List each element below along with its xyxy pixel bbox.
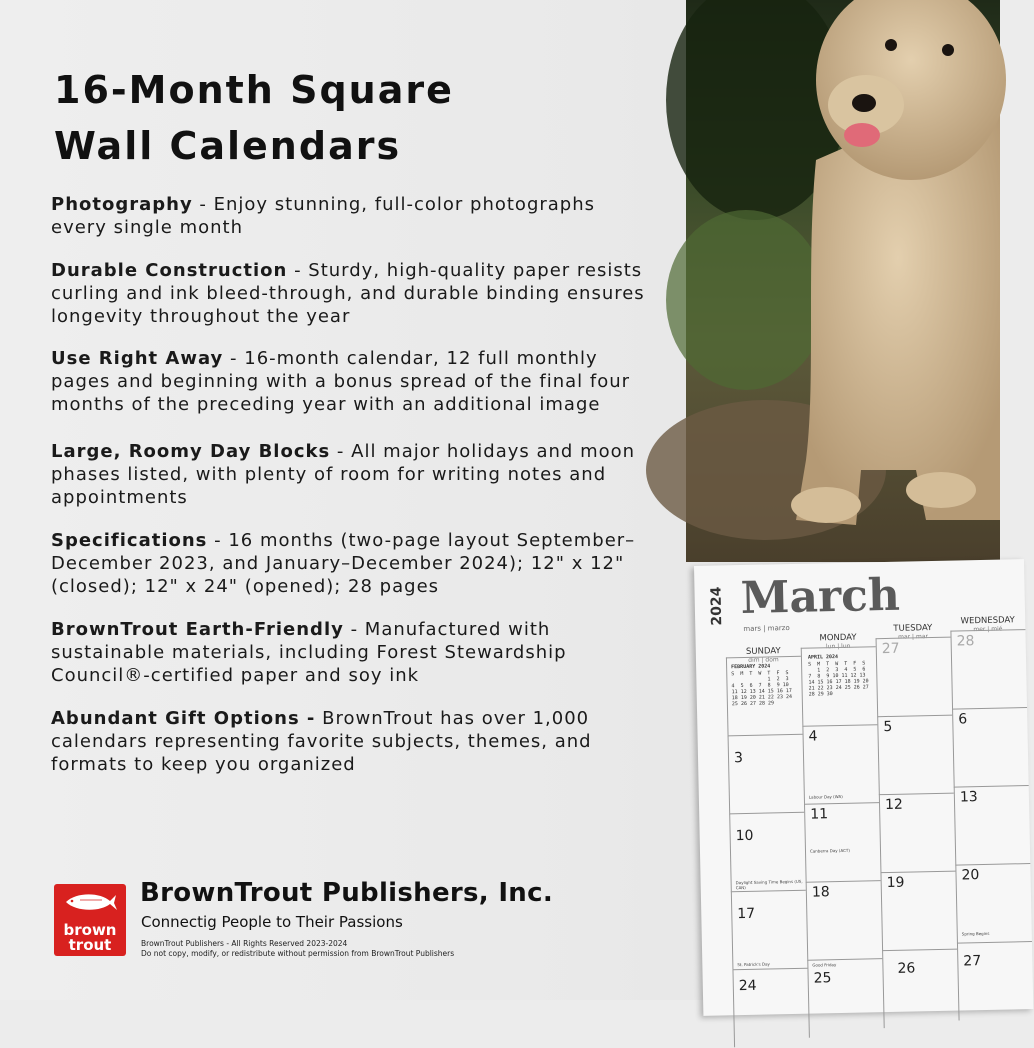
feature-title: BrownTrout Earth-Friendly — [51, 619, 344, 640]
day-cell — [732, 968, 809, 1048]
day-number: 4 — [808, 728, 818, 745]
feature-text: - 16 months (two-page layout September–December 2023, and January–December 2024); 12" x 12" (closed); 12" x 24" (opened); 28 pages — [51, 530, 636, 597]
feature-title: Durable Construction — [51, 260, 288, 281]
day-number: 26 — [897, 960, 916, 977]
calendar-page — [694, 559, 1033, 1016]
weekday-sunday: SUNDAY dim | dom — [745, 646, 781, 664]
day-cell — [877, 715, 954, 795]
page-title — [54, 62, 654, 174]
day-number: 5 — [883, 718, 893, 736]
day-number: 13 — [959, 789, 978, 806]
day-cell — [876, 637, 953, 717]
feature-title: Specifications — [51, 530, 208, 551]
trout-fish-icon — [62, 890, 118, 914]
month-translation: mars | marzo — [743, 624, 790, 633]
weekday-wednesday: WEDNESDAY mer | mié — [960, 615, 1015, 634]
feature-list — [51, 193, 651, 776]
day-cell — [954, 785, 1031, 865]
day-cell — [957, 941, 1034, 1021]
weekday-monday: MONDAY lun | lun — [819, 632, 857, 651]
day-number: 27 — [881, 640, 900, 658]
day-cell — [879, 793, 956, 873]
publisher-tagline: Connectig People to Their Passions — [141, 913, 403, 931]
logo-text-trout: trout — [68, 936, 112, 954]
dog-photo — [686, 0, 1000, 562]
publisher-name: BrownTrout Publishers, Inc. — [140, 878, 554, 908]
day-number: 18 — [811, 884, 830, 901]
rights-line-1: BrownTrout Publishers - All Rights Reserved 2023-2024 — [141, 939, 348, 948]
holiday-note: Canberra Day (ACT) — [809, 847, 850, 854]
day-cell — [731, 890, 808, 970]
day-cell — [804, 802, 881, 882]
day-number: 17 — [737, 905, 756, 923]
day-cell — [806, 880, 883, 960]
day-number: 19 — [886, 874, 905, 892]
feature-text: BrownTrout has over 1,000 calendars representing favorite subjects, themes, and formats to keep you organized — [51, 708, 592, 775]
feature-item — [51, 440, 651, 509]
day-number: 24 — [738, 977, 757, 995]
rights-notice — [141, 939, 454, 959]
holiday-note: Spring Begins — [961, 930, 990, 937]
day-cell — [882, 949, 959, 1029]
day-number: 10 — [735, 827, 754, 845]
feature-text: - Sturdy, high-quality paper resists curling and ink bleed-through, and durable binding ensures longevity throughout the year — [51, 260, 645, 327]
day-number: 28 — [956, 633, 975, 650]
mini-calendar-feb-title: FEBRUARY 2024 — [731, 663, 771, 671]
feature-text: - Manufactured with sustainable materials, including Forest Stewardship Council®-certified paper and soy ink — [51, 619, 567, 686]
day-number: 25 — [813, 970, 832, 987]
feature-title: Large, Roomy Day Blocks — [51, 441, 331, 462]
feature-item — [51, 347, 651, 416]
title-line-2: Wall Calendars — [54, 124, 402, 168]
day-cell — [952, 707, 1029, 787]
feature-title: Abundant Gift Options - — [51, 708, 316, 729]
feature-item — [51, 618, 651, 687]
day-number: 11 — [810, 806, 829, 823]
title-line-1: 16-Month Square — [54, 68, 454, 112]
rights-line-2: Do not copy, modify, or redistribute without permission from BrownTrout Publishers — [141, 949, 455, 958]
day-number: 20 — [961, 867, 980, 884]
feature-item — [51, 259, 651, 328]
feature-item — [51, 707, 651, 776]
logo-text-brown: brown — [63, 921, 117, 939]
day-cell — [726, 656, 803, 736]
day-number: 6 — [958, 711, 968, 728]
feature-item — [51, 529, 651, 598]
day-cell — [955, 863, 1032, 943]
day-cell — [880, 871, 957, 951]
holiday-note: Labour Day (WA) — [808, 793, 843, 800]
feature-title: Photography — [51, 194, 193, 215]
feature-text: - Enjoy stunning, full-color photographs every single month — [51, 194, 596, 238]
browntrout-logo — [54, 884, 126, 956]
mini-calendar-feb: S M T W T F S 1 2 3 4 5 6 7 8 9 10 11 12 13 14 15 16 17 18 19 20 21 22 23 24 25 26 27 28 29 — [731, 670, 793, 708]
mini-calendar-apr: S M T W T F S 1 2 3 4 5 6 7 8 9 10 11 12 13 14 15 16 17 18 19 20 21 22 23 24 25 26 27 28 29 30 — [808, 660, 869, 698]
day-cell — [801, 646, 878, 726]
holiday-note: St. Patrick's Day — [737, 961, 770, 968]
day-cell — [950, 629, 1027, 709]
feature-item — [51, 193, 651, 239]
day-cell — [807, 958, 884, 1038]
holiday-note: Good Friday — [812, 962, 837, 968]
day-cell — [802, 724, 879, 804]
day-number: 27 — [963, 953, 982, 970]
day-cell — [729, 812, 806, 892]
weekday-tuesday: TUESDAY mar | mar — [893, 623, 933, 641]
mini-calendar-apr-title: APRIL 2024 — [807, 654, 839, 661]
calendar-month: March — [740, 569, 901, 625]
holiday-note: Daylight Saving Time Begins (US, CAN) — [735, 878, 803, 891]
calendar-year: 2024 — [708, 586, 726, 626]
day-number: 12 — [884, 796, 904, 814]
day-cell — [728, 734, 805, 814]
feature-text: - All major holidays and moon phases listed, with plenty of room for writing notes and appointments — [51, 441, 636, 508]
feature-title: Use Right Away — [51, 348, 224, 369]
feature-text: - 16-month calendar, 12 full monthly pages and beginning with a bonus spread of the final four months of the preceding year with an additional image — [51, 348, 631, 415]
day-number: 3 — [733, 750, 744, 767]
